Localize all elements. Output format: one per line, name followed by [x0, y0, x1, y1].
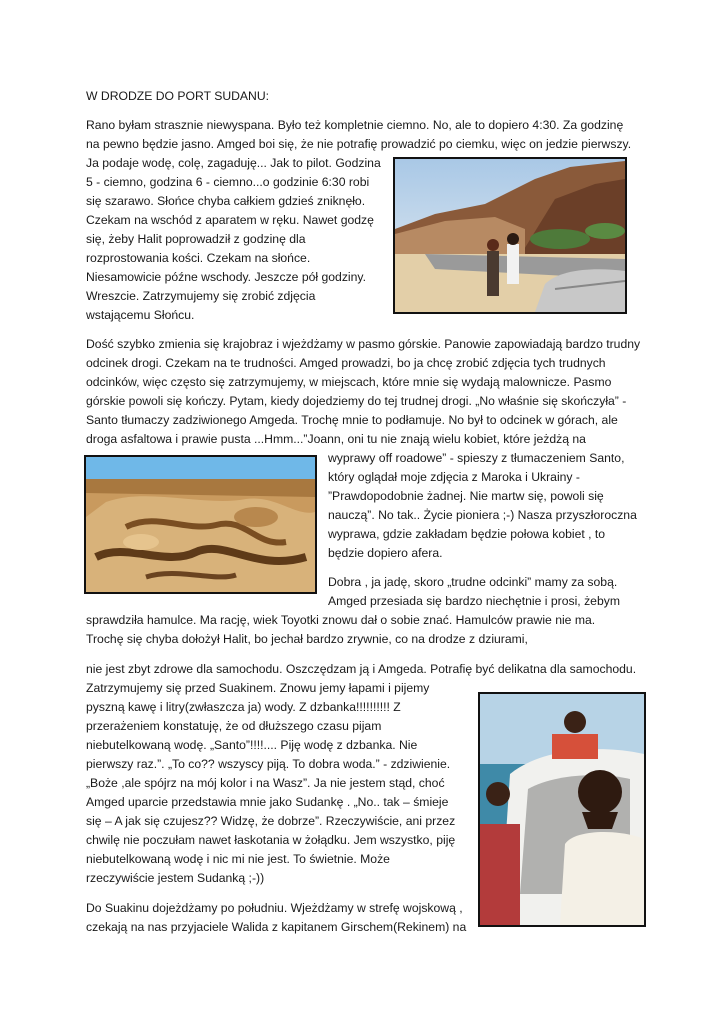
- page-title: W DRODZE DO PORT SUDANU:: [86, 89, 270, 103]
- text-line: wstającemu Słońcu.: [86, 308, 195, 322]
- text-line: Santo tłumaczy zadziwionego Amgeda. Trochę mnie to podłamuje. No był to odcinek w górach, ale: [86, 413, 618, 427]
- text-line: nauczą”. No tak.. Życie pioniera ;-) Nasza przyszłoroczna: [328, 508, 637, 522]
- men-by-car-image: [480, 694, 644, 925]
- text-line: nie jest zbyt zdrowe dla samochodu. Oszczędzam ją i Amgeda. Potrafię być delikatna dla samochodu.: [86, 662, 637, 676]
- text-line: rzeczywiście jestem Sudanką ;-)): [86, 871, 265, 885]
- text-line: Amged przesiada się bardzo niechętnie i prosi, żebym: [328, 594, 620, 608]
- road-mountain-image: [395, 159, 625, 312]
- text-line: który oglądał moje zdjęcia z Maroka i Ukrainy -: [328, 470, 580, 484]
- text-line: Do Suakinu dojeżdżamy po południu. Wjeżdżamy w strefę wojskową ,: [86, 901, 463, 915]
- text-line: 5 - ciemno, godzina 6 - ciemno...o godzinie 6:30 robi: [86, 175, 370, 189]
- text-line: się, żeby Halit poprowadził z godzinę dla: [86, 232, 306, 246]
- text-line: Rano byłam strasznie niewyspana. Było też kompletnie ciemno. No, ale to dopiero 4:30. Za godzinę: [86, 118, 624, 132]
- text-line: Czekam na wschód z aparatem w ręku. Nawet godzę: [86, 213, 374, 227]
- road-mountain-photo: [393, 157, 627, 314]
- text-line: Amged uparcie przedstawia mnie jako Sudankę . „No.. tak – śmieje: [86, 795, 449, 809]
- text-line: przerażeniem konstatuję, że od dłuższego czasu pijam: [86, 719, 382, 733]
- text-line: wyprawy off roadowe” - spieszy z tłumaczeniem Santo,: [328, 451, 625, 465]
- text-line: chwilę nie poczułam nawet łaskotania w żołądku. Jem wszystko, piję: [86, 833, 456, 847]
- text-line: czekają na nas przyjaciele Walida z kapitanem Girschem(Rekinem) na: [86, 920, 467, 934]
- text-line: Dość szybko zmienia się krajobraz i wjeżdżamy w pasmo górskie. Panowie zapowiadają bardzo trudny: [86, 337, 641, 351]
- text-line: sprawdziła hamulce. Ma rację, wiek Toyotki znowu dał o sobie znać. Hamulców prawie nie ma.: [86, 613, 596, 627]
- text-line: na pewno będzie jasno. Amged boi się, że nie potrafię prowadzić po ciemku, więc on jedzie pierwszy.: [86, 137, 632, 151]
- text-line: niebutelkowaną wodę i nic mi nie jest. To świetnie. Może: [86, 852, 390, 866]
- text-line: Wreszcie. Zatrzymujemy się zrobić zdjęcia: [86, 289, 316, 303]
- text-line: pierwszy raz.”. „To co?? wszyscy piją. To dobra woda.” - zdziwienie.: [86, 757, 451, 771]
- text-line: Trochę się chyba dołożył Halit, bo jechał bardzo zrywnie, co na drodze z dziurami,: [86, 632, 528, 646]
- text-line: niebutelkowaną wodę. „Santo”!!!!.... Piję wodę z dzbanka. Nie: [86, 738, 418, 752]
- text-line: odcinek drogi. Czekam na te trudności. Amged prowadzi, bo ja chcę zrobić zdjęcia tych trudnych: [86, 356, 606, 370]
- text-line: ”Prawdopodobnie żadnej. Nie martw się, powoli się: [328, 489, 604, 503]
- canyon-image: [86, 457, 315, 592]
- text-line: Niesamowicie późne wschody. Jeszcze pół godziny.: [86, 270, 366, 284]
- text-line: „Boże ,ale spójrz na mój kolor i na Wasz”. Ja nie jestem stąd, choć: [86, 776, 445, 790]
- text-line: się – A jak się czujesz?? Widzę, że dobrze”. Rzeczywiście, ani przez: [86, 814, 456, 828]
- text-line: odcinków, więc często się zatrzymujemy, w miejscach, które mnie się wydają malownicze. Pasmo: [86, 375, 612, 389]
- text-line: wyprawa, gdzie zakładam będzie połowa kobiet , to: [328, 527, 606, 541]
- text-line: rozprostowania kości. Czekam na słońce.: [86, 251, 311, 265]
- text-line: Zatrzymujemy się przed Suakinem. Znowu jemy łapami i pijemy: [86, 681, 430, 695]
- canyon-photo: [84, 455, 317, 594]
- men-by-car-photo: [478, 692, 646, 927]
- text-line: Dobra , ja jadę, skoro „trudne odcinki” mamy za sobą.: [328, 575, 618, 589]
- text-line: pyszną kawę i litry(zwłaszcza ja) wody. Z dzbanka!!!!!!!!!! Z: [86, 700, 401, 714]
- text-line: się szarawo. Słońce chyba całkiem gdzieś zniknęło.: [86, 194, 366, 208]
- text-line: Ja podaje wodę, colę, zagaduję... Jak to pilot. Godzina: [86, 156, 381, 170]
- text-line: droga asfaltowa i prawie pusta ...Hmm...”Joann, oni tu nie znają wielu kobiet, które jeżdżą na: [86, 432, 586, 446]
- text-line: będzie dopiero afera.: [328, 546, 443, 560]
- text-line: górskie powoli się kończy. Pytam, kiedy dojedziemy do tej trudnej drogi. „No właśnie się skończyła” -: [86, 394, 627, 408]
